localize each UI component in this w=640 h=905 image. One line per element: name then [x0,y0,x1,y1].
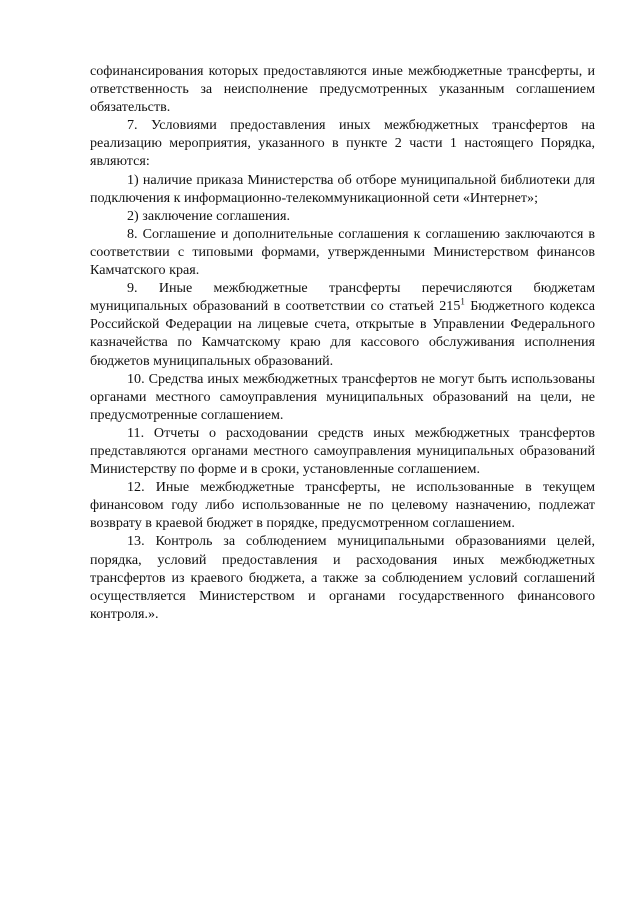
paragraph-11: 11. Отчеты о расходовании средств иных межбюджетных трансфертов представляются органами местного самоуправления муниципальных образований Министерству по форме и в сроки, установленные соглашением. [90,424,595,478]
paragraph-13: 13. Контроль за соблюдением муниципальными образованиями целей, порядка, условий предоставления и расходования иных межбюджетных трансфертов из краевого бюджета, а также за соблюдением условий соглашений осуществляется Министерством и органами государственного финансового контроля.». [90,533,595,622]
article-superscript: 1 [460,296,465,307]
paragraph-continuation: софинансирования которых предоставляются иные межбюджетные трансферты, и ответственность за неисполнение предусмотренных указанным соглашением обязательств. [90,63,595,116]
paragraph-9-text-after: Бюджетного кодекса Российской Федерации на лицевые счета, открытые в Управлении Федерального казначейства по Камчатскому краю для кассового обслуживания исполнения бюджетов муниципальных образований. [90,298,595,369]
paragraph-9-text-before: 9. Иные межбюджетные трансферты перечисляются бюджетам муниципальных образований в соответствии со статьей 215 [90,280,595,315]
paragraph-7-item-1: 1) наличие приказа Министерства об отборе муниципальной библиотеки для подключения к информационно-телекоммуникационной сети «Интернет»; [90,171,595,206]
document-page [90,62,595,623]
paragraph-12: 12. Иные межбюджетные трансферты, не использованные в текущем финансовом году либо использованные не по целевому назначению, подлежат возврату в краевой бюджет в порядке, предусмотренном соглашением. [90,479,595,532]
paragraph-8: 8. Соглашение и дополнительные соглашения к соглашению заключаются в соответствии с типовыми формами, утвержденными Министерством финансов Камчатского края. [90,225,595,279]
paragraph-7-item-2: 2) заключение соглашения. [127,207,291,224]
paragraph-7: 7. Условиями предоставления иных межбюджетных трансфертов на реализацию мероприятия, указанного в пункте 2 части 1 настоящего Порядка, являются: [90,117,595,170]
paragraph-10: 10. Средства иных межбюджетных трансфертов не могут быть использованы органами местного самоуправления муниципальных образований на цели, не предусмотренные соглашением. [90,370,595,423]
paragraph-9 [90,279,595,369]
